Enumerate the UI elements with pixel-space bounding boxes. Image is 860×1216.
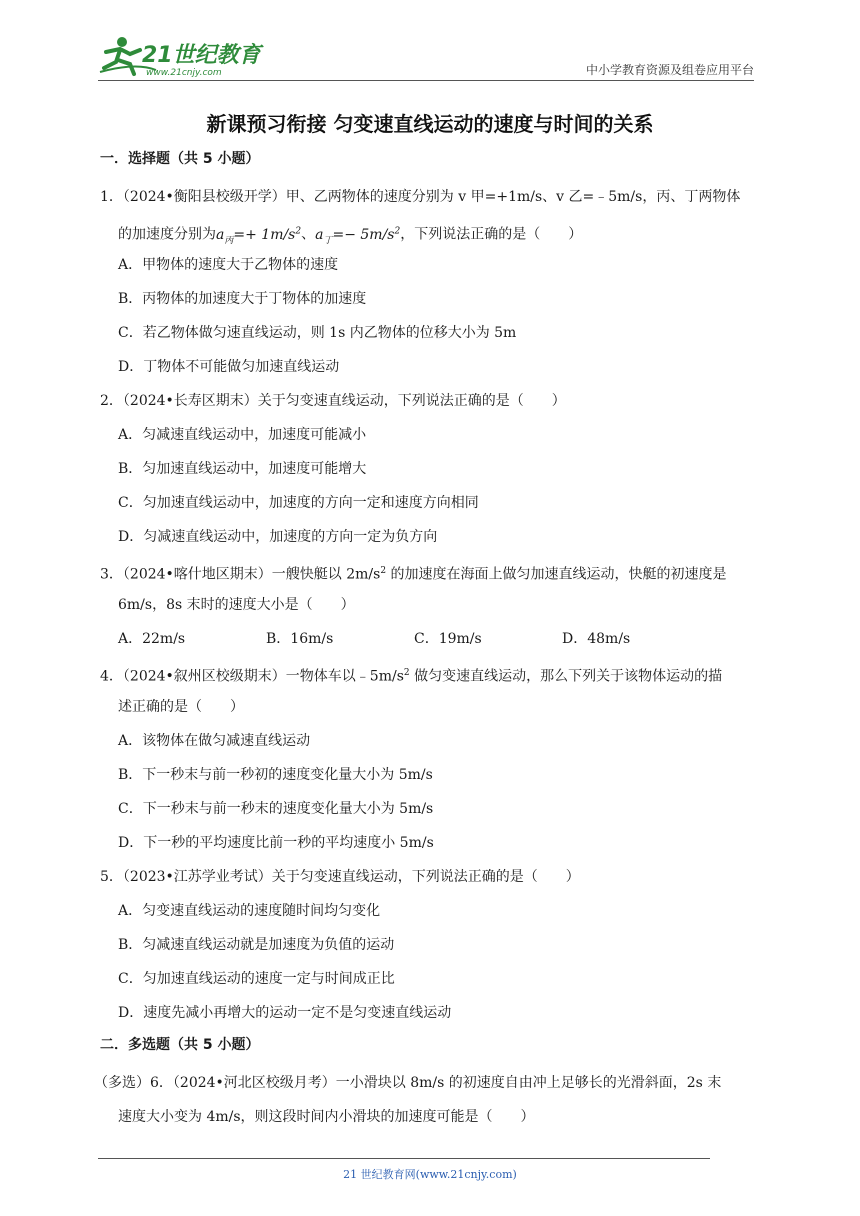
q4-option-c: C．下一秒末与前一秒末的速度变化量大小为 5m/s bbox=[118, 801, 434, 817]
logo-url: www.21cnjy.com bbox=[146, 68, 222, 78]
q1-line2-prefix: 的加速度分别为 bbox=[118, 226, 216, 243]
q1-accel-a-symbol: a bbox=[216, 226, 225, 243]
q1-option-c: C．若乙物体做匀速直线运动，则 1s 内乙物体的位移大小为 5m bbox=[118, 325, 517, 341]
q1-accel-b-sub: 丁 bbox=[323, 235, 333, 246]
q2-option-a: A．匀减速直线运动中，加速度可能减小 bbox=[118, 427, 367, 443]
q3-line1-suffix: 的加速度在海面上做匀加速直线运动，快艇的初速度是 bbox=[386, 566, 727, 583]
header-divider bbox=[98, 80, 754, 81]
q4-line1-prefix: 4．（2024•叙州区校级期末）一物体车以﹣5m/s bbox=[100, 668, 404, 685]
q4-option-b: B．下一秒末与前一秒初的速度变化量大小为 5m/s bbox=[118, 767, 433, 783]
question-6-stem-line1: （多选）6．（2024•河北区校级月考）一小滑块以 8m/s 的初速度自由冲上足够长的光滑斜面，2s 末 bbox=[94, 1075, 722, 1091]
q5-option-c: C．匀加速直线运动的速度一定与时间成正比 bbox=[118, 971, 395, 987]
question-2 bbox=[100, 384, 760, 554]
q3-option-a: A．22m/s bbox=[118, 631, 186, 647]
section-heading-single-choice: 一．选择题（共 5 小题） bbox=[100, 151, 260, 167]
q3-options-row bbox=[100, 622, 760, 656]
q3-option-c: C．19m/s bbox=[414, 631, 482, 647]
question-1 bbox=[100, 180, 760, 384]
question-1-stem-line2 bbox=[100, 214, 760, 248]
logo bbox=[96, 32, 266, 78]
q4-line1-sup: 2 bbox=[403, 668, 410, 678]
question-3-stem-line2: 6m/s，8s 末时的速度大小是（ ） bbox=[118, 597, 355, 613]
q3-option-d: D．48m/s bbox=[562, 631, 631, 647]
q4-line1-suffix: 做匀变速直线运动，那么下列关于该物体运动的描 bbox=[409, 668, 723, 685]
runner-logo-icon bbox=[96, 32, 266, 78]
question-1-stem-line1: 1．（2024•衡阳县校级开学）甲、乙两物体的速度分别为 v 甲=+1m/s、v 乙=﹣5m/s，丙、丁两物体 bbox=[100, 189, 741, 205]
page-title: 新课预习衔接 匀变速直线运动的速度与时间的关系 bbox=[206, 112, 654, 136]
q1-accel-b-symbol: a bbox=[315, 226, 324, 243]
q4-option-d: D．下一秒的平均速度比前一秒的平均速度小 5m/s bbox=[118, 835, 434, 851]
q1-accel-b-value: =− 5m/s bbox=[332, 226, 395, 243]
question-3 bbox=[100, 554, 760, 656]
q5-option-d: D．速度先减小再增大的运动一定不是匀变速直线运动 bbox=[118, 1005, 452, 1021]
footer-text: 21 世纪教育网(www.21cnjy.com) bbox=[343, 1168, 517, 1181]
q5-option-a: A．匀变速直线运动的速度随时间均匀变化 bbox=[118, 903, 381, 919]
q1-accel-a-value: =+ 1m/s bbox=[233, 226, 296, 243]
q3-line1-prefix: 3．（2024•喀什地区期末）一艘快艇以 2m/s bbox=[100, 566, 381, 583]
header-platform-text: 中小学教育资源及组卷应用平台 bbox=[585, 63, 754, 77]
q1-accel-b: $a_丁=- 5m/s^2$ bbox=[315, 226, 401, 246]
question-2-stem: 2．（2024•长寿区期末）关于匀变速直线运动，下列说法正确的是（ ） bbox=[100, 393, 566, 409]
question-6-stem-line2: 速度大小变为 4m/s，则这段时间内小滑块的加速度可能是（ ） bbox=[118, 1109, 535, 1125]
question-6 bbox=[94, 1066, 760, 1134]
q5-option-b: B．匀减速直线运动就是加速度为负值的运动 bbox=[118, 937, 395, 953]
logo-text: 21世纪教育 bbox=[142, 43, 261, 68]
q2-option-d: D．匀减速直线运动中，加速度的方向一定为负方向 bbox=[118, 529, 438, 545]
q2-option-c: C．匀加速直线运动中，加速度的方向一定和速度方向相同 bbox=[118, 495, 479, 511]
q1-accel-a-sub: 丙 bbox=[224, 235, 234, 246]
q1-line2-suffix: ，下列说法正确的是（ ） bbox=[400, 226, 583, 243]
question-content bbox=[94, 148, 760, 1134]
question-3-stem-line1 bbox=[100, 554, 760, 588]
q1-separator: 、 bbox=[301, 226, 316, 243]
question-4 bbox=[100, 656, 760, 860]
question-4-stem-line1 bbox=[100, 656, 760, 690]
q1-option-b: B．丙物体的加速度大于丁物体的加速度 bbox=[118, 291, 367, 307]
question-4-stem-line2: 述正确的是（ ） bbox=[118, 699, 244, 715]
q1-accel-a: $a_丙=+ 1m/s^2$ bbox=[216, 226, 302, 246]
q2-option-b: B．匀加速直线运动中，加速度可能增大 bbox=[118, 461, 367, 477]
footer-divider bbox=[98, 1158, 710, 1159]
q1-option-d: D．丁物体不可能做匀加速直线运动 bbox=[118, 359, 340, 375]
q3-line1-sup: 2 bbox=[380, 566, 387, 576]
q3-option-b: B．16m/s bbox=[266, 631, 334, 647]
question-5 bbox=[100, 860, 760, 1030]
q1-option-a: A．甲物体的速度大于乙物体的速度 bbox=[118, 257, 339, 273]
question-5-stem: 5．（2023•江苏学业考试）关于匀变速直线运动，下列说法正确的是（ ） bbox=[100, 869, 580, 885]
q4-option-a: A．该物体在做匀减速直线运动 bbox=[118, 733, 311, 749]
section-heading-multi-choice: 二．多选题（共 5 小题） bbox=[100, 1037, 260, 1053]
